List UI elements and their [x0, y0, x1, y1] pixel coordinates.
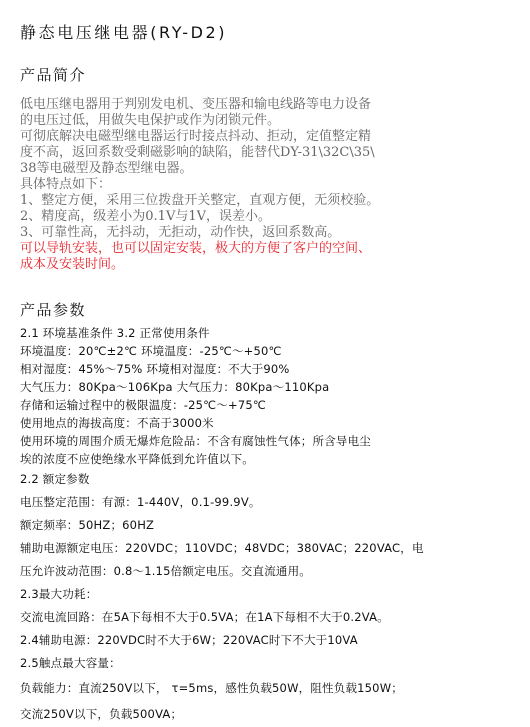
intro-line: 可彻底解决电磁型继电器运行时接点抖动、拒动，定值整定精: [20, 129, 372, 144]
page-title: 静态电压继电器(RY-D2): [20, 23, 228, 42]
param-line: 相对湿度：45%～75% 环境相对湿度：不大于90%: [20, 362, 290, 376]
feature-line: 1、整定方便，采用三位拨盘开关整定，直观方便，无须校验。: [20, 193, 380, 208]
intro-heading: 产品简介: [20, 66, 87, 84]
param-line: 交流电流回路：在5A下每相不大于0.5VA；在1A下每相不大于0.2VA。: [20, 610, 389, 624]
intro-line: 具体特点如下：: [20, 177, 112, 192]
intro-line: 的电压过低，用做失电保护或作为闭锁元件。: [20, 113, 281, 128]
feature-line: 2、精度高，级差小为0.1V与1V，误差小。: [20, 209, 271, 224]
param-line: 存储和运输过程中的极限温度：-25℃～+75℃: [20, 398, 266, 412]
param-line: 额定频率：50HZ；60HZ: [20, 518, 155, 532]
param-line: 2.1 环境基准条件 3.2 正常使用条件: [20, 326, 210, 340]
param-line: 环境温度：20℃±2℃ 环境温度：-25℃～+50℃: [20, 344, 282, 358]
params-heading: 产品参数: [20, 301, 87, 319]
param-line: 使用地点的海拔高度：不高于3000米: [20, 416, 214, 430]
param-line: 电压整定范围：有源：1-440V，0.1-99.9V。: [20, 495, 261, 509]
intro-line: 38等电磁型及静态型继电器。: [20, 161, 193, 176]
param-line: 交流250V以下，负载500VA；: [20, 707, 183, 721]
param-line: 2.2 额定参数: [20, 472, 90, 486]
intro-line: 度不高，返回系数受剩磁影响的缺陷，能替代DY-31\32C\35\: [20, 145, 375, 160]
param-line: 2.3最大功耗：: [20, 587, 98, 601]
intro-section: [20, 97, 512, 273]
highlight-line: 成本及安装时间。: [20, 257, 125, 272]
intro-line: 低电压继电器用于判别发电机、变压器和输电线路等电力设备: [20, 97, 372, 112]
param-line: 负载能力：直流250V以下， τ=5ms，感性负载50W，阻性负载150W；: [20, 681, 403, 695]
param-line: 埃的浓度不应使绝缘水平降低到允许值以下。: [20, 452, 254, 466]
param-line: 压允许波动范围：0.8～1.15倍额定电压。交直流通用。: [20, 564, 311, 578]
param-line: 2.4辅助电源：220VDC时不大于6W；220VAC时下不大于10VA: [20, 633, 358, 647]
feature-line: 3、可靠性高，无抖动，无拒动，动作快，返回系数高。: [20, 225, 341, 240]
param-line: 2.5触点最大容量：: [20, 656, 121, 670]
param-line: 辅助电源额定电压：220VDC；110VDC；48VDC；380VAC；220VAC，电: [20, 541, 424, 555]
highlight-line: 可以导轨安装，也可以固定安装，极大的方便了客户的空间、: [20, 241, 372, 256]
param-line: 使用环境的周围介质无爆炸危险品：不含有腐蚀性气体；所含导电尘: [20, 434, 371, 448]
params-section: [20, 324, 515, 727]
param-line: 大气压力：80Kpa～106Kpa 大气压力：80Kpa～110Kpa: [20, 380, 330, 394]
